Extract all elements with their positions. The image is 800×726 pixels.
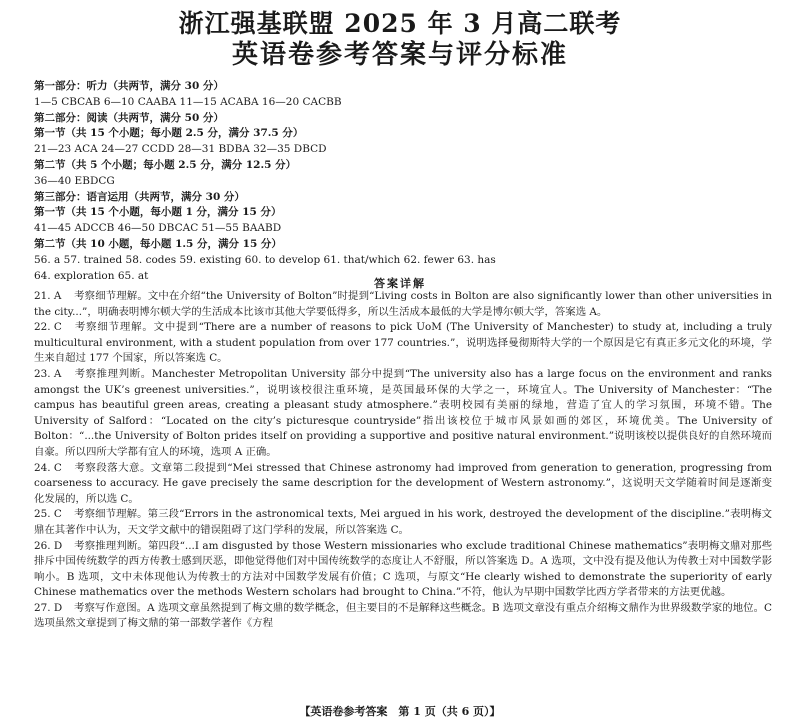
exam-title: 浙江强基联盟 2025 年 3 月高二联考 bbox=[178, 9, 622, 38]
section-heading: 第二节（共 10 小题，每小题 1.5 分，满分 15 分） bbox=[34, 237, 282, 250]
section-heading: 第一部分：听力（共两节，满分 30 分） bbox=[34, 80, 224, 92]
explanation-item bbox=[34, 320, 772, 367]
explanation-text: 考察细节理解。文中在介绍“the University of Bolton”时提到“Living costs in Bolton are also significantly lower than other universities in the city...”，明确表明博尔顿大学的生活成本比该市其他大学要低得多，所以生活成本最低的大学是博尔顿大学，答案选 A。 bbox=[34, 290, 772, 318]
explanations-heading: 答案详解 bbox=[374, 277, 426, 290]
answer-line: 64. exploration 65. at bbox=[34, 269, 149, 282]
question-number: 21. A bbox=[34, 290, 62, 302]
explanation-text: 考察段落大意。文章第二段提到“Mei stressed that Chinese astronomy had improved from generation to generation, progressing from coarseness to accuracy. He gave precisely the same description for the development of Western astronomy.”，这说明天文学随着时间是逐渐变化发展的，所以选 C。 bbox=[34, 461, 772, 505]
explanations-section bbox=[34, 289, 772, 632]
page-footer: 【英语卷参考答案 第 1 页（共 6 页）】 bbox=[299, 705, 501, 718]
explanation-text: 考察推理判断。第四段“...I am disgusted by those Western missionaries who exclude traditional Chinese mathematics”表明梅文鼎对那些排斥中国传统数学的西方传教士感到厌恶，即他觉得他们对中国传统数学的态度让人不舒服，所以答案选 D。A 选项，文中没有提及他认为传教士对中国数学影响小。B 选项，文中未体现他认为传教士的方法对中国数学发展有价值；C 选项，与原文“He clearly wished to demonstrate the superiority of early Chinese mathematics over the methods Western scholars had brought to China.”不符，他认为早期中国数学比西方学者带来的方法更优越。 bbox=[34, 539, 772, 599]
question-number: 24. C bbox=[34, 461, 62, 474]
question-number: 25. C bbox=[34, 508, 62, 521]
explanation-item bbox=[34, 461, 772, 508]
answer-line: 41—45 ADCCB 46—50 DBCAC 51—55 BAABD bbox=[34, 222, 282, 235]
explanation-item bbox=[34, 539, 772, 601]
answer-key-subtitle: 英语卷参考答案与评分标准 bbox=[231, 40, 568, 70]
answer-line: 36—40 EBDCG bbox=[34, 174, 115, 187]
explanation-item bbox=[34, 289, 772, 320]
explanation-text: 考察细节理解。第三段“Errors in the astronomical texts, Mei argued in his work, destroyed the development of the discipline.”表明梅文鼎在其著作中认为，天文学文献中的错误阻碍了这门学科的发展，所以答案选 C。 bbox=[34, 508, 772, 536]
answer-line: 21—23 ACA 24—27 CCDD 28—31 BDBA 32—35 DBCD bbox=[34, 143, 327, 156]
section-heading: 第一节（共 15 个小题，每小题 1 分，满分 15 分） bbox=[34, 206, 282, 219]
question-number: 26. D bbox=[34, 539, 63, 552]
section-heading: 第二节（共 5 个小题；每小题 2.5 分，满分 12.5 分） bbox=[34, 158, 297, 171]
answer-line: 56. a 57. trained 58. codes 59. existing 60. to develop 61. that/which 62. fewer 63. has bbox=[34, 253, 496, 266]
explanation-item bbox=[34, 367, 772, 461]
section-heading: 第三部分：语言运用（共两节，满分 30 分） bbox=[34, 190, 245, 203]
answer-key-section bbox=[34, 79, 774, 284]
section-heading: 第一节（共 15 个小题；每小题 2.5 分，满分 37.5 分） bbox=[34, 127, 304, 140]
explanation-text: 考察推理判断。Manchester Metropolitan University 部分中提到“The university also has a large focus on the environment and ranks amongst the UK’s greenest universities.”，说明该校很注重环境，是英国最环保的大学之一，环境宜人。The University of Manchester：“The campus has beautiful green areas, creating a pleasant study atmosphere.”表明校园有美丽的绿地，营造了宜人的学习氛围，环境不错。The University of Salford：“Located on the city’s picturesque countryside”指出该校位于城市风景如画的郊区，环境优美。The University of Bolton：“...the University of Bolton prides itself on providing a supportive and positive natural environment.”说明该校以提供良好的自然环境而自豪。所以四所大学都有宜人的环境，选项 A 正确。 bbox=[34, 367, 772, 458]
question-number: 27. D bbox=[34, 601, 63, 614]
question-number: 22. C bbox=[34, 321, 62, 334]
explanation-text: 考察细节理解。文中提到“There are a number of reasons to pick UoM (The University of Manchester) to study at, including a truly multicultural environment, with a student population from over 177 countries.”，说明选择曼彻斯特大学的一个原因是它有真正多元文化的环境，学生来自超过 177 个国家，所以答案选 C。 bbox=[34, 321, 772, 365]
question-number: 23. A bbox=[34, 367, 62, 380]
explanation-item bbox=[34, 601, 772, 632]
explanation-item bbox=[34, 507, 772, 538]
section-heading: 第二部分：阅读（共两节，满分 50 分） bbox=[34, 111, 224, 124]
answer-line: 1—5 CBCAB 6—10 CAABA 11—15 ACABA 16—20 CACBB bbox=[34, 95, 342, 108]
explanation-text: 考察写作意图。A 选项文章虽然提到了梅文鼎的数学概念，但主要目的不是解释这些概念。B 选项文章没有重点介绍梅文鼎作为世界级数学家的地位。C 选项虽然文章提到了梅文鼎的第一部数学著作《方程 bbox=[34, 601, 772, 630]
